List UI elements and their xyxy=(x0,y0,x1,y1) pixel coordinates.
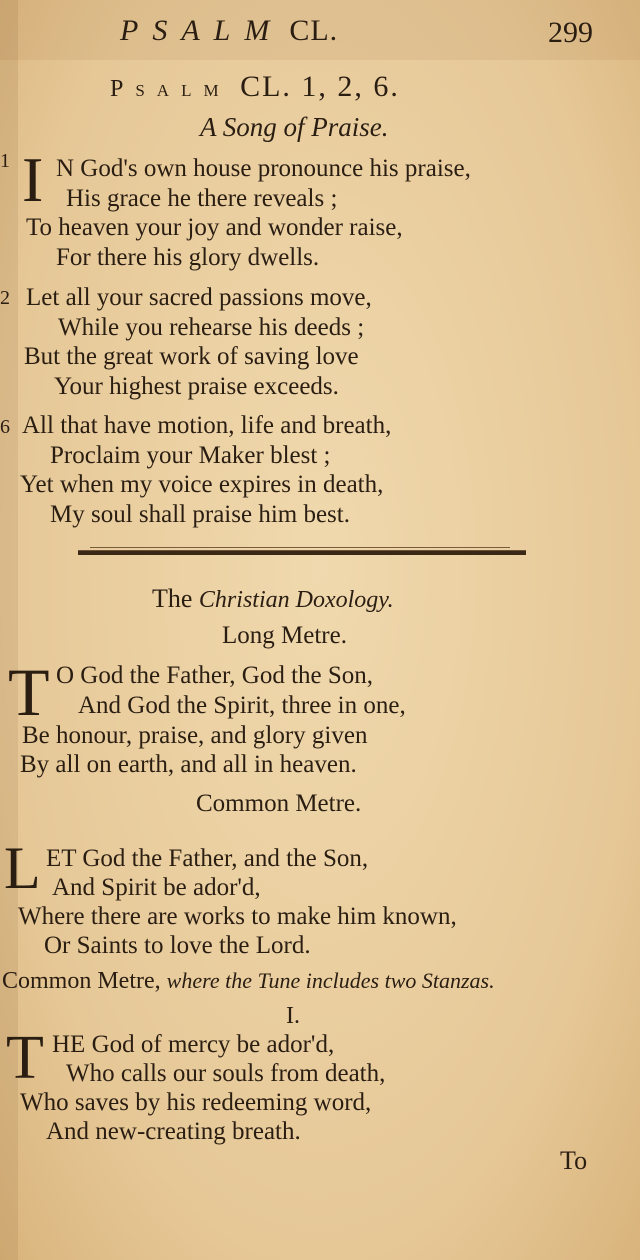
verse-line: ET God the Father, and the Son, xyxy=(46,845,369,872)
verse-line: O God the Father, God the Son, xyxy=(56,662,374,689)
stanza-numeral: I. xyxy=(286,1003,300,1029)
stanza-number: 6 xyxy=(0,416,10,438)
verse-line: Who saves by his redeeming word, xyxy=(20,1089,372,1116)
verse-line: My soul shall praise him best. xyxy=(50,501,350,528)
metre-heading: Long Metre. xyxy=(222,622,347,649)
song-subtitle: A Song of Praise. xyxy=(200,112,389,142)
verse-line: All that have motion, life and breath, xyxy=(22,412,392,439)
verse-line: HE God of mercy be ador'd, xyxy=(52,1031,335,1058)
verse-line: Your highest praise exceeds. xyxy=(54,373,339,400)
running-head-number: CL. xyxy=(289,14,339,47)
verse-line: While you rehearse his deeds ; xyxy=(58,314,365,341)
psalm-heading-rest: CL. 1, 2, 6. xyxy=(240,70,400,103)
catchword: To xyxy=(560,1146,588,1175)
verse-line: Or Saints to love the Lord. xyxy=(44,932,311,959)
doxology-title-plain: The xyxy=(152,584,193,613)
stanza-number: 2 xyxy=(0,287,10,309)
drop-cap: L xyxy=(4,835,41,901)
verse-line: Where there are works to make him known, xyxy=(18,903,457,930)
psalm-heading xyxy=(110,70,400,104)
verse-line: To heaven your joy and wonder raise, xyxy=(26,214,403,241)
verse-line: Who calls our souls from death, xyxy=(66,1060,386,1087)
doxology-title xyxy=(152,584,394,614)
psalm-heading-word: Psalm xyxy=(110,76,231,102)
drop-cap: T xyxy=(6,1024,44,1092)
drop-cap: T xyxy=(8,654,50,730)
running-head-title: PSALM xyxy=(120,14,284,47)
metre-heading: Common Metre. xyxy=(196,790,362,817)
running-head xyxy=(120,14,338,48)
page-number: 299 xyxy=(548,16,593,49)
verse-line: Proclaim your Maker blest ; xyxy=(50,442,331,469)
verse-line: But the great work of saving love xyxy=(24,343,359,370)
divider-thin xyxy=(90,547,510,548)
divider-rule xyxy=(78,550,526,555)
verse-line: By all on earth, and all in heaven. xyxy=(20,751,357,778)
drop-cap: I xyxy=(22,144,44,215)
verse-line: N God's own house pronounce his praise, xyxy=(56,155,471,182)
verse-line: And God the Spirit, three in one, xyxy=(78,692,406,719)
verse-line: Yet when my voice expires in death, xyxy=(20,471,384,498)
metre-heading-plain: Common Metre, xyxy=(2,968,161,994)
metre-heading-italic: where the Tune includes two Stanzas. xyxy=(166,968,495,993)
verse-line: And Spirit be ador'd, xyxy=(52,874,261,901)
doxology-title-italic: Christian Doxology. xyxy=(198,587,394,613)
verse-line: His grace he there reveals ; xyxy=(66,185,338,212)
stanza-number: 1 xyxy=(0,150,10,172)
verse-line: Let all your sacred passions move, xyxy=(26,284,372,311)
verse-line: And new-creating breath. xyxy=(46,1118,301,1145)
verse-line: For there his glory dwells. xyxy=(56,244,320,271)
verse-line: Be honour, praise, and glory given xyxy=(22,722,368,749)
metre-heading-two-stanzas xyxy=(2,968,495,995)
